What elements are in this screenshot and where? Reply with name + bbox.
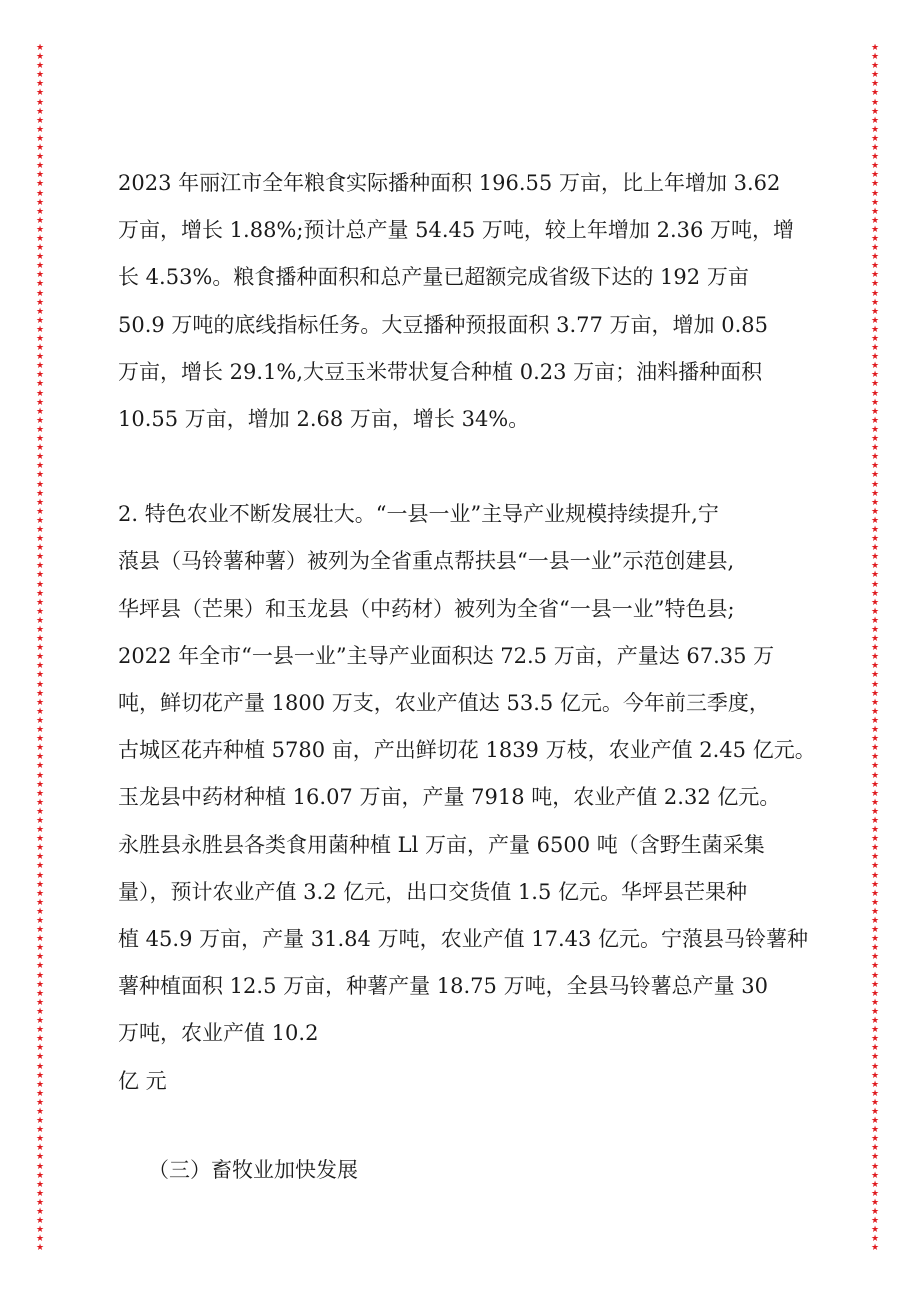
star-icon: ★	[35, 88, 45, 99]
star-icon: ★	[35, 997, 45, 1008]
star-icon: ★	[35, 370, 45, 381]
star-icon: ★	[35, 1125, 45, 1136]
star-icon: ★	[35, 306, 45, 317]
paragraph-fragment	[118, 1058, 806, 1105]
star-icon: ★	[870, 588, 880, 599]
star-icon: ★	[35, 288, 45, 299]
text-line: 10.55 万亩，增加 2.68 万亩，增长 34%。	[118, 407, 530, 432]
star-icon: ★	[35, 1188, 45, 1199]
star-icon: ★	[870, 1016, 880, 1027]
star-icon: ★	[35, 197, 45, 208]
star-icon: ★	[870, 261, 880, 272]
star-icon: ★	[35, 79, 45, 90]
star-icon: ★	[870, 870, 880, 881]
star-icon: ★	[870, 597, 880, 608]
star-icon: ★	[870, 297, 880, 308]
star-icon: ★	[870, 1225, 880, 1236]
star-icon: ★	[35, 1116, 45, 1127]
star-icon: ★	[870, 879, 880, 890]
star-icon: ★	[870, 1243, 880, 1254]
star-icon: ★	[35, 334, 45, 344]
star-icon: ★	[870, 670, 880, 681]
star-icon: ★	[870, 1034, 880, 1045]
star-icon: ★	[35, 52, 45, 63]
star-icon: ★	[870, 370, 880, 381]
star-icon: ★	[870, 1207, 880, 1217]
star-icon: ★	[35, 834, 45, 845]
star-icon: ★	[35, 406, 45, 417]
star-icon: ★	[870, 897, 880, 908]
star-icon: ★	[35, 979, 45, 990]
star-icon: ★	[35, 1243, 45, 1254]
star-icon: ★	[35, 415, 45, 426]
star-icon: ★	[870, 143, 880, 154]
star-icon: ★	[35, 825, 45, 836]
star-icon: ★	[35, 870, 45, 881]
star-icon: ★	[35, 461, 45, 472]
star-icon: ★	[35, 743, 45, 754]
star-icon: ★	[870, 152, 880, 163]
star-icon: ★	[870, 233, 880, 244]
star-icon: ★	[870, 52, 880, 63]
star-icon: ★	[35, 897, 45, 908]
star-icon: ★	[35, 434, 45, 445]
star-icon: ★	[870, 797, 880, 808]
star-icon: ★	[870, 461, 880, 472]
star-icon: ★	[870, 1197, 880, 1208]
star-icon: ★	[35, 634, 45, 645]
star-icon: ★	[35, 715, 45, 726]
star-icon: ★	[35, 252, 45, 263]
star-icon: ★	[870, 861, 880, 872]
star-icon: ★	[35, 943, 45, 954]
text-line: 万亩，增长 1.88%;预计总产量 54.45 万吨，较上年增加 2.36 万吨，增	[118, 218, 795, 243]
star-icon: ★	[870, 161, 880, 172]
star-icon: ★	[35, 1152, 45, 1163]
star-icon: ★	[870, 488, 880, 499]
star-icon: ★	[35, 1052, 45, 1063]
star-icon: ★	[870, 725, 880, 736]
star-icon: ★	[870, 788, 880, 799]
star-icon: ★	[870, 443, 880, 454]
star-icon: ★	[35, 1070, 45, 1081]
star-icon: ★	[35, 315, 45, 326]
star-icon: ★	[870, 706, 880, 717]
star-icon: ★	[870, 124, 880, 135]
star-icon: ★	[35, 952, 45, 963]
star-icon: ★	[870, 906, 880, 917]
star-icon: ★	[870, 515, 880, 526]
star-icon: ★	[35, 752, 45, 763]
star-icon: ★	[870, 697, 880, 708]
star-icon: ★	[870, 534, 880, 545]
star-icon: ★	[35, 770, 45, 781]
star-icon: ★	[870, 1006, 880, 1017]
text-line: 长 4.53%。粮食播种面积和总产量已超额完成省级下达的 192 万亩	[118, 265, 749, 290]
star-icon: ★	[870, 97, 880, 108]
star-icon: ★	[35, 597, 45, 608]
star-icon: ★	[870, 852, 880, 863]
text-line: 植 45.9 万亩，产量 31.84 万吨，农业产值 17.43 亿元。宁蒗县马铃薯种	[118, 927, 809, 952]
star-icon: ★	[870, 825, 880, 836]
star-icon: ★	[870, 761, 880, 772]
star-icon: ★	[870, 606, 880, 617]
star-icon: ★	[35, 1097, 45, 1108]
star-icon: ★	[870, 1125, 880, 1136]
star-icon: ★	[870, 397, 880, 408]
star-icon: ★	[870, 406, 880, 417]
star-icon: ★	[35, 615, 45, 626]
star-icon: ★	[870, 1216, 880, 1227]
star-icon: ★	[870, 324, 880, 335]
paragraph-specialty-agriculture	[118, 491, 816, 1057]
star-icon: ★	[870, 734, 880, 745]
star-icon: ★	[870, 206, 880, 217]
star-icon: ★	[870, 1152, 880, 1163]
star-icon: ★	[35, 815, 45, 826]
star-icon: ★	[870, 252, 880, 263]
star-icon: ★	[35, 534, 45, 545]
star-icon: ★	[35, 170, 45, 181]
star-icon: ★	[35, 697, 45, 708]
star-icon: ★	[870, 715, 880, 726]
star-icon: ★	[35, 888, 45, 899]
star-icon: ★	[35, 1006, 45, 1017]
star-icon: ★	[35, 188, 45, 199]
star-icon: ★	[35, 1143, 45, 1154]
star-icon: ★	[35, 1197, 45, 1208]
star-icon: ★	[35, 670, 45, 681]
star-icon: ★	[870, 916, 880, 926]
star-icon: ★	[35, 625, 45, 635]
star-icon: ★	[35, 1170, 45, 1181]
text-line: 玉龙县中药材种植 16.07 万亩，产量 7918 吨，农业产值 2.32 亿元。	[118, 785, 781, 810]
star-icon: ★	[35, 133, 45, 144]
star-icon: ★	[35, 279, 45, 290]
star-icon: ★	[35, 470, 45, 481]
star-icon: ★	[35, 352, 45, 363]
star-icon: ★	[35, 261, 45, 272]
star-icon: ★	[870, 1079, 880, 1090]
star-icon: ★	[35, 152, 45, 163]
star-icon: ★	[870, 497, 880, 508]
star-icon: ★	[870, 1025, 880, 1036]
star-icon: ★	[870, 1170, 880, 1181]
star-icon: ★	[35, 179, 45, 190]
star-icon: ★	[35, 552, 45, 563]
star-icon: ★	[870, 44, 880, 53]
star-icon: ★	[35, 270, 45, 281]
star-icon: ★	[870, 352, 880, 363]
star-icon: ★	[35, 852, 45, 863]
star-icon: ★	[35, 570, 45, 581]
text-line: 永胜县永胜县各类食用菌种植 Ll 万亩，产量 6500 吨（含野生菌采集	[118, 832, 765, 857]
star-icon: ★	[870, 961, 880, 972]
star-icon: ★	[870, 643, 880, 654]
star-icon: ★	[870, 1070, 880, 1081]
star-icon: ★	[35, 606, 45, 617]
star-icon: ★	[870, 288, 880, 299]
star-icon: ★	[870, 70, 880, 81]
star-icon: ★	[870, 543, 880, 554]
star-icon: ★	[35, 379, 45, 390]
star-icon: ★	[870, 1143, 880, 1154]
star-icon: ★	[35, 1134, 45, 1145]
star-icon: ★	[870, 997, 880, 1008]
star-icon: ★	[35, 1161, 45, 1172]
star-icon: ★	[35, 297, 45, 308]
star-icon: ★	[870, 243, 880, 254]
star-icon: ★	[35, 161, 45, 172]
star-icon: ★	[870, 625, 880, 635]
star-icon: ★	[870, 888, 880, 899]
star-icon: ★	[35, 961, 45, 972]
star-icon: ★	[870, 61, 880, 72]
text-line: 吨，鲜切花产量 1800 万支，农业产值达 53.5 亿元。今年前三季度，	[118, 691, 770, 716]
star-icon: ★	[35, 906, 45, 917]
text-line: 薯种植面积 12.5 万亩，种薯产量 18.75 万吨，全县马铃薯总产量 30	[118, 974, 768, 999]
text-line: 华坪县（芒果）和玉龙县（中药材）被列为全省“一县一业”特色县;	[118, 596, 735, 621]
star-icon: ★	[870, 570, 880, 581]
star-icon: ★	[35, 1225, 45, 1236]
star-icon: ★	[35, 1043, 45, 1054]
paragraph-grain-production	[118, 160, 806, 443]
star-icon: ★	[35, 124, 45, 135]
star-icon: ★	[35, 1079, 45, 1090]
star-icon: ★	[870, 988, 880, 999]
star-icon: ★	[35, 397, 45, 408]
star-icon: ★	[870, 1097, 880, 1108]
star-icon: ★	[870, 779, 880, 790]
document-body	[118, 160, 816, 1194]
star-icon: ★	[35, 643, 45, 654]
star-icon: ★	[870, 1088, 880, 1099]
star-icon: ★	[35, 452, 45, 463]
star-icon: ★	[35, 843, 45, 854]
star-icon: ★	[870, 815, 880, 826]
star-icon: ★	[35, 388, 45, 399]
star-icon: ★	[870, 88, 880, 99]
star-icon: ★	[35, 524, 45, 535]
star-icon: ★	[35, 1234, 45, 1245]
star-icon: ★	[870, 579, 880, 590]
star-icon: ★	[870, 979, 880, 990]
star-icon: ★	[35, 652, 45, 663]
star-icon: ★	[35, 879, 45, 890]
star-icon: ★	[870, 479, 880, 490]
star-icon: ★	[870, 1134, 880, 1145]
star-icon: ★	[870, 434, 880, 445]
star-icon: ★	[35, 115, 45, 126]
star-icon: ★	[35, 243, 45, 254]
star-icon: ★	[870, 743, 880, 754]
star-icon: ★	[35, 561, 45, 572]
star-icon: ★	[35, 479, 45, 490]
star-icon: ★	[870, 661, 880, 672]
star-icon: ★	[870, 306, 880, 317]
star-icon: ★	[35, 1179, 45, 1190]
star-icon: ★	[870, 133, 880, 144]
star-icon: ★	[870, 1116, 880, 1127]
star-icon: ★	[870, 270, 880, 281]
star-icon: ★	[35, 61, 45, 72]
star-icon: ★	[35, 1106, 45, 1117]
star-icon: ★	[35, 361, 45, 372]
star-icon: ★	[35, 1061, 45, 1072]
star-icon: ★	[35, 343, 45, 354]
text-line: 2023 年丽江市全年粮食实际播种面积 196.55 万亩，比上年增加 3.62	[118, 171, 781, 195]
star-icon: ★	[870, 634, 880, 645]
star-icon: ★	[35, 424, 45, 435]
star-icon: ★	[35, 206, 45, 217]
text-line: 蒗县（马铃薯种薯）被列为全省重点帮扶县“一县一业”示范创建县,	[118, 549, 735, 574]
star-icon: ★	[35, 515, 45, 526]
star-icon: ★	[870, 188, 880, 199]
text-line: 万吨，农业产值 10.2	[118, 1021, 319, 1046]
text-line: 2. 特色农业不断发展壮大。“一县一业”主导产业规模持续提升,宁	[118, 502, 719, 527]
text-line: 亿 元	[118, 1068, 167, 1093]
star-icon: ★	[870, 688, 880, 699]
star-icon: ★	[35, 788, 45, 799]
star-icon: ★	[35, 934, 45, 945]
star-icon: ★	[35, 970, 45, 981]
star-icon: ★	[870, 1106, 880, 1117]
star-icon: ★	[870, 215, 880, 226]
star-icon: ★	[35, 925, 45, 936]
star-icon: ★	[35, 688, 45, 699]
star-icon: ★	[870, 388, 880, 399]
star-icon: ★	[870, 770, 880, 781]
right-star-border	[869, 44, 881, 1256]
star-icon: ★	[870, 806, 880, 817]
star-icon: ★	[35, 44, 45, 53]
star-icon: ★	[870, 1234, 880, 1245]
star-icon: ★	[870, 615, 880, 626]
star-icon: ★	[870, 552, 880, 563]
star-icon: ★	[870, 334, 880, 344]
text-line: 量），预计农业产值 3.2 亿元，出口交货值 1.5 亿元。华坪县芒果种	[118, 879, 747, 904]
star-icon: ★	[870, 197, 880, 208]
star-icon: ★	[35, 797, 45, 808]
star-icon: ★	[870, 170, 880, 181]
star-icon: ★	[870, 379, 880, 390]
star-icon: ★	[35, 324, 45, 335]
star-icon: ★	[35, 1088, 45, 1099]
star-icon: ★	[35, 70, 45, 81]
star-icon: ★	[35, 1216, 45, 1227]
star-icon: ★	[35, 497, 45, 508]
star-icon: ★	[870, 361, 880, 372]
star-icon: ★	[870, 79, 880, 90]
star-icon: ★	[35, 506, 45, 517]
text-line: 万亩，增长 29.1%,大豆玉米带状复合种植 0.23 万亩；油料播种面积	[118, 359, 763, 384]
star-icon: ★	[35, 1016, 45, 1027]
star-icon: ★	[870, 470, 880, 481]
star-icon: ★	[35, 215, 45, 226]
star-icon: ★	[35, 988, 45, 999]
text-line: 2022 年全市“一县一业”主导产业面积达 72.5 万亩，产量达 67.35 万	[118, 643, 775, 668]
star-icon: ★	[35, 233, 45, 244]
star-icon: ★	[870, 1161, 880, 1172]
left-star-border	[34, 44, 46, 1256]
star-icon: ★	[870, 652, 880, 663]
star-icon: ★	[870, 970, 880, 981]
star-icon: ★	[870, 843, 880, 854]
star-icon: ★	[870, 1188, 880, 1199]
star-icon: ★	[870, 925, 880, 936]
star-icon: ★	[35, 734, 45, 745]
section-heading: （三）畜牧业加快发展	[148, 1157, 358, 1182]
star-icon: ★	[870, 343, 880, 354]
star-icon: ★	[35, 143, 45, 154]
star-icon: ★	[870, 1061, 880, 1072]
star-icon: ★	[870, 179, 880, 190]
star-icon: ★	[35, 588, 45, 599]
star-icon: ★	[35, 106, 45, 117]
star-icon: ★	[35, 488, 45, 499]
star-icon: ★	[870, 506, 880, 517]
star-icon: ★	[35, 661, 45, 672]
star-icon: ★	[35, 761, 45, 772]
star-icon: ★	[870, 834, 880, 845]
star-icon: ★	[870, 224, 880, 235]
star-icon: ★	[35, 725, 45, 736]
star-icon: ★	[870, 952, 880, 963]
star-icon: ★	[870, 315, 880, 326]
text-line: 古城区花卉种植 5780 亩，产出鲜切花 1839 万枝，农业产值 2.45 亿元。	[118, 738, 816, 763]
star-icon: ★	[870, 415, 880, 426]
star-icon: ★	[35, 706, 45, 717]
text-line: 50.9 万吨的底线指标任务。大豆播种预报面积 3.77 万亩，增加 0.85	[118, 312, 768, 337]
star-icon: ★	[35, 1207, 45, 1217]
star-icon: ★	[870, 752, 880, 763]
star-icon: ★	[35, 579, 45, 590]
star-icon: ★	[870, 279, 880, 290]
star-icon: ★	[870, 106, 880, 117]
star-icon: ★	[870, 1179, 880, 1190]
star-icon: ★	[870, 115, 880, 126]
star-icon: ★	[35, 224, 45, 235]
star-icon: ★	[35, 1034, 45, 1045]
star-icon: ★	[35, 97, 45, 108]
star-icon: ★	[35, 543, 45, 554]
star-icon: ★	[35, 779, 45, 790]
star-icon: ★	[35, 679, 45, 690]
star-icon: ★	[870, 452, 880, 463]
star-icon: ★	[870, 934, 880, 945]
star-icon: ★	[870, 1052, 880, 1063]
star-icon: ★	[870, 679, 880, 690]
star-icon: ★	[870, 424, 880, 435]
star-icon: ★	[35, 916, 45, 926]
star-icon: ★	[870, 1043, 880, 1054]
star-icon: ★	[870, 943, 880, 954]
star-icon: ★	[870, 561, 880, 572]
star-icon: ★	[35, 443, 45, 454]
star-icon: ★	[35, 806, 45, 817]
star-icon: ★	[35, 1025, 45, 1036]
star-icon: ★	[870, 524, 880, 535]
star-icon: ★	[35, 861, 45, 872]
